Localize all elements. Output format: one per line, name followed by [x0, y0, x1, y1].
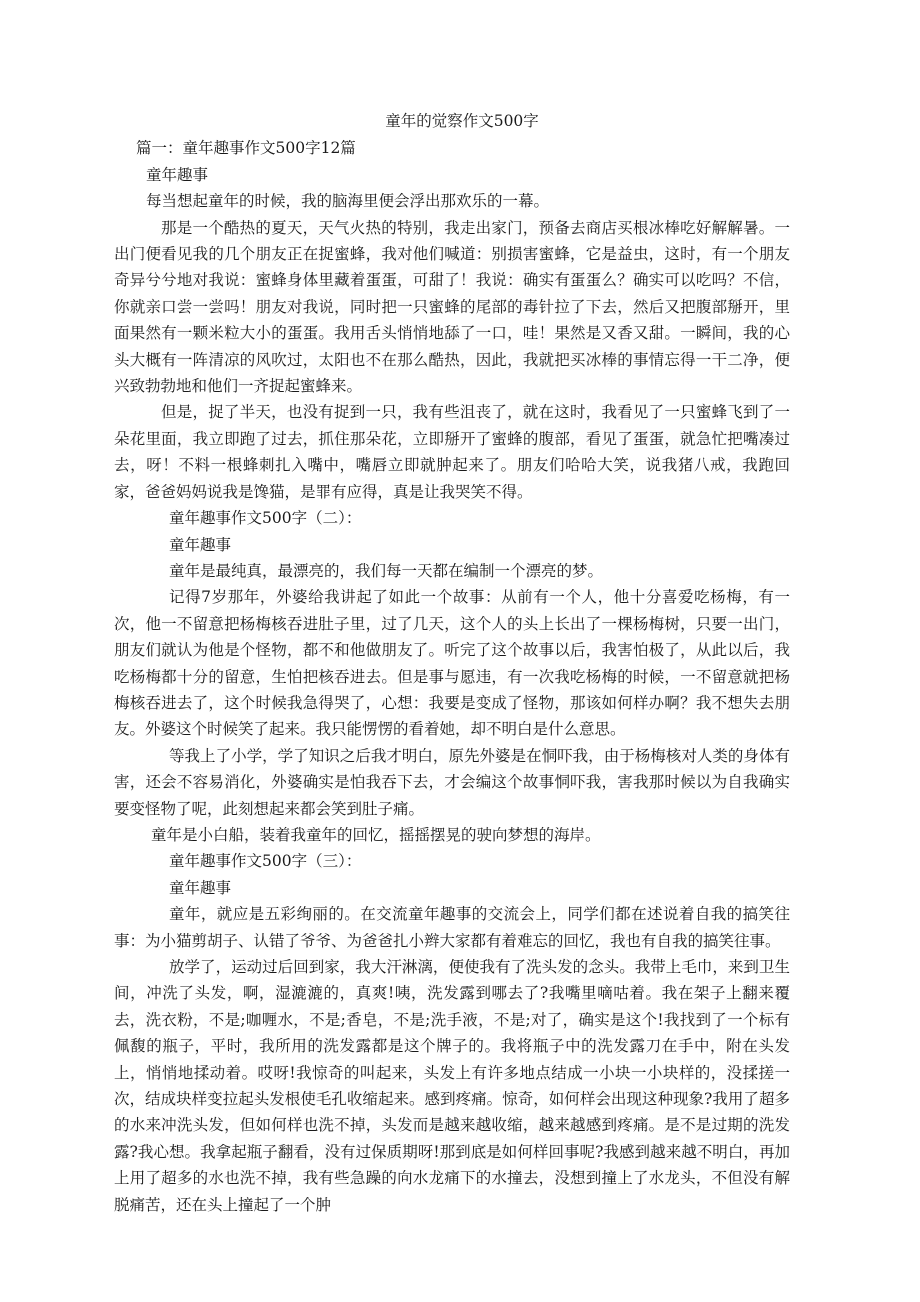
paragraph: 篇一：童年趣事作文500字12篇 [136, 139, 356, 158]
paragraph: 等我上了小学，学了知识之后我才明白，原先外婆是在恫吓我，由于杨梅核对人类的身体有害，还会不容易消化，外婆确实是怕我吞下去，才会编这个故事恫吓我，害我那时候以为自我确实要变怪物了呢，此刻想起来都会笑到肚子痛。 [114, 746, 790, 818]
paragraph: 童年趣事 [146, 165, 209, 184]
paragraph: 放学了，运动过后回到家，我大汗淋漓，便使我有了洗头发的念头。我带上毛巾，来到卫生间，冲洗了头发，啊，湿漉漉的，真爽!咦，洗发露到哪去了?我嘴里嘀咕着。我在架子上翻来覆去，洗衣粉，不是;咖喱水，不是;香皂，不是;洗手液，不是;对了，确实是这个!我找到了一个标有佩馥的瓶子，平时，我所用的洗发露都是这个牌子的。我将瓶子中的洗发露刀在手中，附在头发上，悄悄地揉动着。哎呀!我惊奇的叫起来，头发上有许多地点结成一小块一小块样的，没揉搓一次，结成块样变拉起头发根使毛孔收缩起来。感到疼痛。惊奇，如何样会出现这种现象?我用了超多的水来冲洗头发，但如何样也洗不掉，头发而是越来越收缩，越来越感到疼痛。是不是过期的洗发露?我心想。我拿起瓶子翻看，没有过保质期呀!那到底是如何样回事呢?我感到越来越不明白，再加上用了超多的水也洗不掉，我有些急躁的向水龙痛下的水撞去，没想到撞上了水龙头，不但没有解脱痛苦，还在头上撞起了一个肿 [114, 958, 790, 1214]
paragraph: 记得7岁那年，外婆给我讲起了如此一个故事：从前有一个人，他十分喜爱吃杨梅，有一次，他一不留意把杨梅核吞进肚子里，过了几天，这个人的头上长出了一棵杨梅树，只要一出门，朋友们就认为他是个怪物，都不和他做朋友了。听完了这个故事以后，我害怕极了，从此以后，我吃杨梅都十分的留意，生怕把核吞进去。但是事与愿违，有一次我吃杨梅的时候，一不留意就把杨梅核吞进去了，这个时候我急得哭了，心想：我要是变成了怪物，那该如何样办啊？我不想失去朋友。外婆这个时候笑了起来。我只能愣愣的看着她，却不明白是什么意思。 [114, 588, 790, 739]
paragraph: 童年趣事作文500字（二）： [169, 509, 362, 528]
paragraph: 每当想起童年的时候，我的脑海里便会浮出那欢乐的一幕。 [146, 192, 550, 211]
paragraph: 童年，就应是五彩绚丽的。在交流童年趣事的交流会上，同学们都在述说着自我的搞笑往事：为小猫剪胡子、认错了爷爷、为爸爸扎小辫大家都有着难忘的回忆，我也有自我的搞笑往事。 [114, 905, 790, 950]
paragraph: 童年趣事 [169, 878, 232, 897]
document-body [114, 135, 790, 1218]
paragraph: 童年趣事 [169, 535, 232, 554]
paragraph: 那是一个酷热的夏天，天气火热的特别，我走出家门，预备去商店买根冰棒吃好解解暑。一出门便看见我的几个朋友正在捉蜜蜂，我对他们喊道：别损害蜜蜂，它是益虫，这时，有一个朋友奇异兮兮地对我说：蜜蜂身体里藏着蛋蛋，可甜了！我说：确实有蛋蛋么？确实可以吃吗？不信，你就亲口尝一尝吗！朋友对我说，同时把一只蜜蜂的尾部的毒针拉了下去，然后又把腹部掰开，里面果然有一颗米粒大小的蛋蛋。我用舌头悄悄地舔了一口，哇！果然是又香又甜。一瞬间，我的心头大概有一阵清凉的风吹过，太阳也不在那么酷热，因此，我就把买冰棒的事情忘得一干二净，便兴致勃勃地和他们一齐捉起蜜蜂来。 [114, 218, 790, 396]
paragraph: 童年是小白船，装着我童年的回忆，摇摇摆晃的驶向梦想的海岸。 [151, 825, 601, 844]
paragraph: 童年是最纯真，最漂亮的，我们每一天都在编制一个漂亮的梦。 [169, 561, 604, 580]
document-page [114, 108, 790, 1218]
paragraph: 童年趣事作文500字（三）： [169, 852, 362, 871]
paragraph: 但是，捉了半天，也没有捉到一只，我有些沮丧了，就在这时，我看见了一只蜜蜂飞到了一朵花里面，我立即跑了过去，抓住那朵花，立即掰开了蜜蜂的腹部，看见了蛋蛋，就急忙把嘴凑过去，呀！不料一根蜂刺扎入嘴中，嘴唇立即就肿起来了。朋友们哈哈大笑，说我猪八戒，我跑回家，爸爸妈妈说我是馋猫，是罪有应得，真是让我哭笑不得。 [114, 403, 790, 501]
document-title: 童年的觉察作文500字 [385, 112, 539, 130]
